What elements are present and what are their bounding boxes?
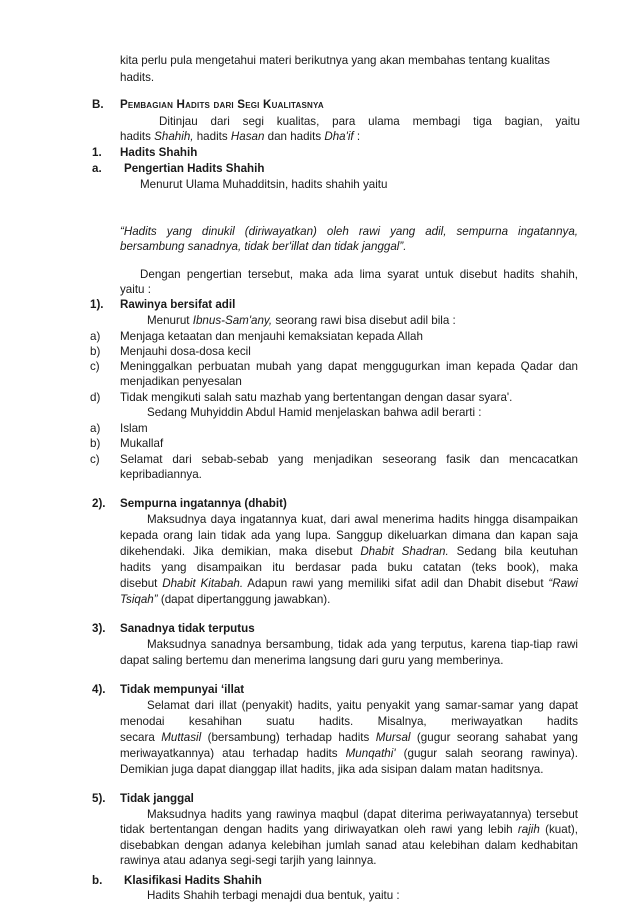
condition-2-line-1: Maksudnya daya ingatannya kuat, dari awal menerima hadits hingga disampaikan (147, 513, 578, 526)
adil-a-marker: a) (90, 330, 101, 343)
condition-2-line-6: Tsiqah” (dapat dipertanggung jawabkan). (120, 593, 331, 606)
condition-1-marker: 1). (90, 298, 104, 311)
condition-5-line-2: tidak bertentangan dengan hadits yang diriwayatkan oleh rawi yang lebih rajih (kuat), (120, 823, 578, 836)
condition-2-line-3: dikehendaki. Jika demikian, maka disebut Dhabit Shadran. Sedang bila keutuhan (120, 545, 578, 558)
conditions-intro-line-2: yaitu : (120, 283, 151, 296)
condition-2-marker: 2). (92, 497, 106, 510)
definition-quote-line-2: bersambung sanadnya, tidak ber'illat dan tidak janggal”. (120, 240, 407, 253)
condition-2-title: Sempurna ingatannya (dhabit) (120, 497, 287, 510)
condition-4-marker: 4). (92, 683, 106, 696)
item-a-title: Pengertian Hadits Shahih (124, 162, 265, 175)
item-1-title: Hadits Shahih (120, 146, 198, 159)
muhyiddin-line: Sedang Muhyiddin Abdul Hamid menjelaskan bahwa adil berarti : (147, 406, 482, 419)
condition-3-line-1: Maksudnya sanadnya bersambung, tidak ada yang terputus, karena tiap-tiap rawi (147, 638, 578, 651)
condition-3-marker: 3). (92, 622, 106, 635)
condition-2-line-5: disebut Dhabit Kitabah. Adapun rawi yang memiliki sifat adil dan Dhabit disebut “Rawi (120, 577, 578, 590)
adil-c-text: Meninggalkan perbuatan mubah yang dapat menggugurkan iman kepada Qadar dan (120, 360, 578, 373)
condition-2-line-2: kepada orang lain tidak ada yang lupa. Sanggup dikeluarkan dimana dan kapan saja (120, 529, 578, 542)
section-b-marker: B. (92, 98, 104, 111)
conditions-intro-line-1: Dengan pengertian tersebut, maka ada lima syarat untuk disebut hadits shahih, (140, 268, 578, 281)
adil2-a-marker: a) (90, 422, 101, 435)
condition-3-title: Sanadnya tidak terputus (120, 622, 255, 635)
condition-5-marker: 5). (92, 792, 106, 805)
item-b-marker: b. (92, 874, 103, 887)
adil-d-text: Tidak mengikuti salah satu mazhab yang bertentangan dengan dasar syara'. (120, 391, 513, 404)
adil-a-text: Menjaga ketaatan dan menjauhi kemaksiatan kepada Allah (120, 330, 423, 343)
condition-4-line-4: meriwayatkannya) atau terhadap hadits Munqathi' (gugur salah seorang rawinya). (120, 747, 579, 760)
definition-quote-line-1: “Hadits yang dinukil (diriwayatkan) oleh rawi yang adil, sempurna ingatannya, (120, 225, 578, 238)
condition-4-line-5: Demikian juga dapat dianggap illat hadits, jika ada sisipan dalam matan haditsnya. (120, 763, 544, 776)
adil2-b-marker: b) (90, 437, 101, 450)
adil2-b-text: Mukallaf (120, 437, 164, 450)
item-b-title: Klasifikasi Hadits Shahih (124, 874, 262, 887)
intro-line-2: hadits. (120, 71, 155, 84)
item-b-line-1: Hadits Shahih terbagi menajdi dua bentuk, yaitu : (147, 889, 400, 902)
adil-d-marker: d) (90, 391, 101, 404)
adil-c-cont: menjadikan penyesalan (120, 375, 242, 388)
adil-b-text: Menjauhi dosa-dosa kecil (120, 345, 251, 358)
adil-b-marker: b) (90, 345, 101, 358)
condition-4-line-2: menodai kesahihan suatu hadits. Misalnya, meriwayatkan hadits (120, 715, 578, 728)
section-b-para-line-2: hadits Shahih, hadits Hasan dan hadits Dha'if : (120, 130, 361, 143)
adil2-c-cont: kepribadiannya. (120, 468, 202, 481)
condition-1-line-1: Menurut Ibnus-Sam'any, seorang rawi bisa disebut adil bila : (147, 314, 456, 327)
condition-4-line-1: Selamat dari illat (penyakit) hadits, yaitu penyakit yang samar-samar yang dapat (147, 699, 578, 712)
condition-5-line-1: Maksudnya hadits yang rawinya maqbul (dapat diterima periwayatannya) tersebut (147, 808, 578, 821)
adil-c-marker: c) (90, 360, 100, 373)
item-a-line-1: Menurut Ulama Muhadditsin, hadits shahih yaitu (140, 178, 388, 191)
intro-line-1: kita perlu pula mengetahui materi berikutnya yang akan membahas tentang kualitas (120, 54, 550, 67)
condition-5-line-3: disebabkan dengan adanya kelebihan jumlah sanad atau kelebihan dalam kedhabitan (120, 839, 578, 852)
condition-5-line-4: rawinya atau adanya segi-segi tarjih yang lainnya. (120, 854, 377, 867)
condition-1-title: Rawinya bersifat adil (120, 298, 236, 311)
condition-4-line-3: secara Muttasil (bersambung) terhadap hadits Mursal (gugur seorang sahabat yang (120, 731, 578, 744)
adil2-c-text: Selamat dari sebab-sebab yang menjadikan seseorang fasik dan mencacatkan (120, 453, 578, 466)
adil2-c-marker: c) (90, 453, 100, 466)
condition-2-line-4: hadits yang disampaikan itu berdasar pada buku catatan (teks book), maka (120, 561, 578, 574)
adil2-a-text: Islam (120, 422, 148, 435)
item-1-marker: 1. (92, 146, 102, 159)
condition-3-line-2: dapat saling bertemu dan menerima langsung dari guru yang memberinya. (120, 654, 504, 667)
condition-5-title: Tidak janggal (120, 792, 194, 805)
condition-4-title: Tidak mempunyai ‘illat (120, 683, 245, 696)
section-b-para-line-1: Ditinjau dari segi kualitas, para ulama membagi tiga bagian, yaitu (159, 115, 580, 128)
item-a-marker: a. (92, 162, 102, 175)
section-b-heading: Pembagian Hadits dari Segi Kualitasnya (120, 98, 324, 111)
